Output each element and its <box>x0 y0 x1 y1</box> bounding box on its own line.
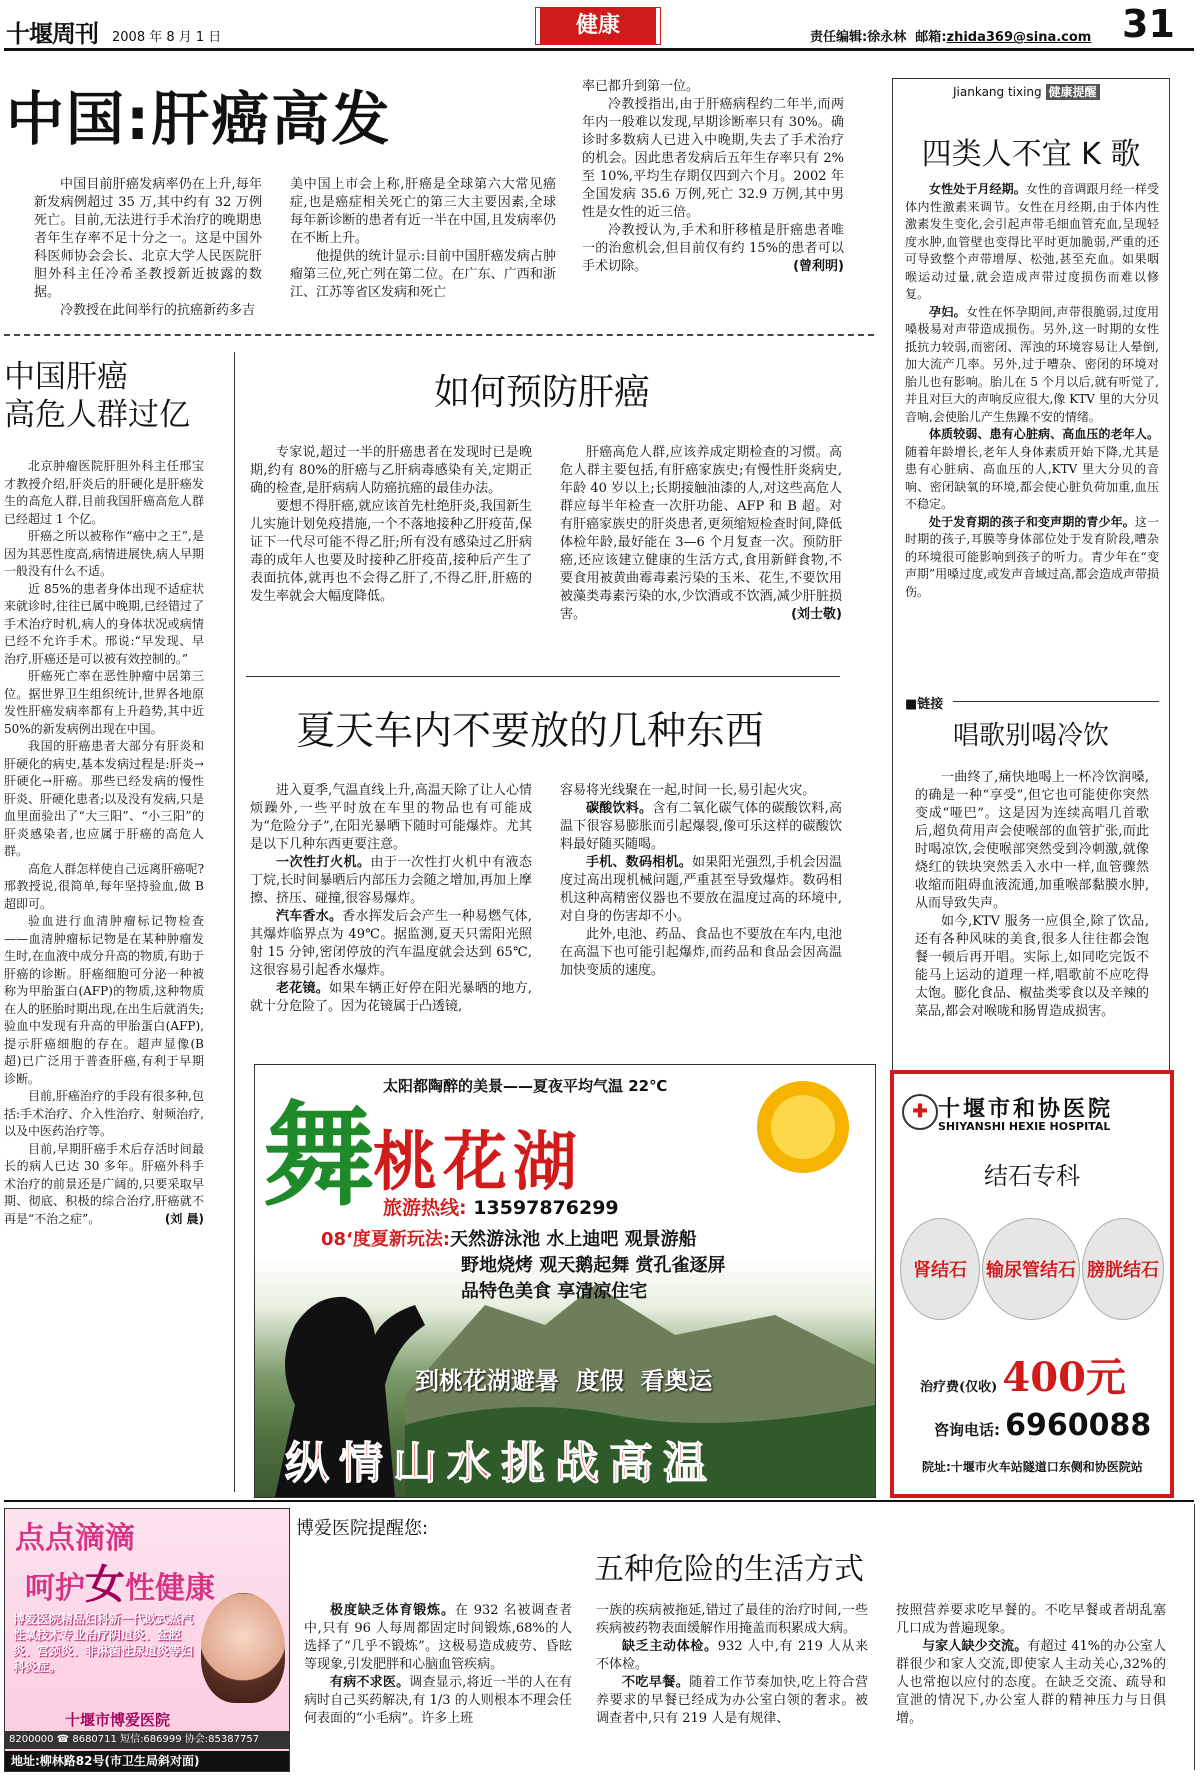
lake-promo-l1: 天然游泳池 水上迪吧 观景游船 <box>450 1229 697 1250</box>
car-col1-p3 <box>250 908 532 980</box>
highrisk-headline-l2: 高危人群过亿 <box>4 397 190 433</box>
car-col2-p3 <box>560 854 842 926</box>
page-number: 31 <box>1122 2 1175 46</box>
lifestyle-col-2 <box>596 1602 868 1728</box>
hexie-circle-2 <box>982 1218 1080 1320</box>
tip-sub-p2: 如今,KTV 服务一应俱全,除了饮品,还有各种风味的美食,很多人往往都会饱餐一顿后再开唱。实际上,如同吃完饭不能马上运动的道理一样,唱歌前不应吃得太饱。膨化食品、椒盐类零食以及辛辣的菜品,都会对喉咙和肠胃造成损害。 <box>915 914 1150 1019</box>
hexie-circle-2-text: 输尿管结石 <box>986 1260 1076 1281</box>
lead-col-3 <box>582 78 844 276</box>
highrisk-p5: 我国的肝癌患者大部分有肝炎和肝硬化的病史,基本发病过程是:肝炎→肝硬化→肝癌。那些已经发病的慢性肝炎、肝硬化患者;以及没有发病,只是血里面验出了“大三阳”、“小三阳”的肝炎感染者,也应属于肝癌的高危人群。 <box>4 739 204 858</box>
lake-bottom-slogan: 纵情山水挑战高温 <box>285 1438 717 1489</box>
lifestyle-col2-p3-bold: 不吃早餐。 <box>622 1675 690 1690</box>
prevent-col2-p1-text: 肝癌高危人群,应该养成定期检查的习惯。高危人群主要包括,有肝癌家族史;有慢性肝炎病史,年龄 40 岁以上;长期接触油漆的人,对这些高危人群应每半年检查一次肝功能、AFP 和 B 超。对有肝癌家族史的肝炎患者,更须缩短检查时间,降低体检年龄,最好能在 3—6 个月复查一次。预防肝癌,还应该建立健康的生活方式,食用新鲜食物,不要食用被黄曲霉毒素污染的玉米、花生,不要饮用被藻类毒素污染的水,少饮酒或不饮酒,减少肝脏损害。 <box>560 445 842 622</box>
highrisk-p3: 近 85%的患者身体出现不适症状来就诊时,往往已属中晚期,已经错过了手术治疗时机,病人的身体状况或病情已经不允许手术。邢说:“早发现、早治疗,肝癌还是可以被有效控制的。” <box>4 581 204 666</box>
tip-p2-bold: 孕妇。 <box>929 304 967 319</box>
car-col2-p4 <box>560 926 842 980</box>
highrisk-p7: 验血进行血清肿瘤标记物检查——血清肿瘤标记物是在某种肿瘤发生时,在血液中成分升高的物质,有助于肝癌的诊断。肝癌细胞可分泌一种被称为甲胎蛋白(AFP)的物质,这种物质在人的胚胎时期出现,在出生后就消失;验血中发现有升高的甲胎蛋白(AFP),提示肝癌细胞的存在。超声显像(B 超)已广泛用于普查肝癌,有利于早期诊断。 <box>4 914 204 1086</box>
tip-p4-bold: 处于发育期的孩子和变声期的青少年。 <box>929 514 1135 529</box>
car-col1-p2 <box>250 854 532 908</box>
car-col1-p2-text: 由于一次性打火机中有液态丁烷,长时间暴晒后内部压力会随之增加,再加上摩擦、挤压、碰撞,很容易爆炸。 <box>250 855 532 906</box>
prevent-col2-p1 <box>560 444 842 624</box>
lake-hotline-label: 旅游热线: <box>383 1197 467 1219</box>
car-col1-p1 <box>250 782 532 854</box>
tip-p4-text: 这一时期的孩子,耳膜等身体部位处于发育阶段,嘈杂的环境很可能影响到孩子的听力。青少年在“变声期”用嗓过度,或发声音域过高,都会造成声带损伤。 <box>905 514 1159 599</box>
lead-signature: (曾利明) <box>793 259 844 274</box>
lead-col1-p2: 冷教授在此间举行的抗癌新药多吉 <box>60 303 256 318</box>
hexie-phone-label: 咨询电话: <box>934 1421 1000 1439</box>
lifestyle-col2-p3-text: 随着工作节奏加快,吃上符合营养要求的早餐已经成为办公室白领的奢求。被调查者中,只有 219 人是有规律、 <box>596 1675 868 1726</box>
tip-p2-text: 女性在怀孕期间,声带很脆弱,过度用嗓极易对声带造成损伤。另外,这一时期的女性抵抗力较弱,而密闭、浑浊的环境容易让人晕倒,加大流产几率。另外,过于嘈杂、密闭的环境对胎儿也有影响。胎儿在 5 个月以后,就有听觉了,并且对巨大的声响反应很大,像 KTV 里的大分贝音响,会使胎儿产生焦躁不安的情绪。 <box>905 304 1159 424</box>
prevent-divider <box>246 676 840 677</box>
boai-slogan-1: 呵 <box>25 1571 55 1606</box>
lifestyle-col2-p1 <box>596 1602 868 1638</box>
lake-slogan-3: 看奥运 <box>640 1367 713 1395</box>
car-col2-p4-text: 此外,电池、药品、食品也不要放在车内,电池在高温下也可能引起爆炸,而药品和食品会因高温加快变质的速度。 <box>560 927 842 978</box>
lifestyle-col-3 <box>896 1602 1166 1728</box>
lifestyle-col3-p2-bold: 与家人缺少交流。 <box>922 1639 1028 1654</box>
lake-promo-l3: 品特色美食 享清凉住宅 <box>461 1281 648 1302</box>
lifestyle-col-1 <box>304 1602 572 1728</box>
car-col2-p1-text: 容易将光线聚在一起,时间一长,易引起火灾。 <box>560 783 816 798</box>
hexie-specialty: 结石专科 <box>984 1162 1080 1190</box>
prevent-signature: (刘士敬) <box>791 607 842 622</box>
highrisk-p4: 肝癌死亡率在恶性肿瘤中居第三位。据世界卫生组织统计,世界各地原发性肝癌发病率都有上升趋势,其中近 50%的新发病例出现在中国。 <box>4 669 204 736</box>
editor-name: 徐永林 <box>867 30 907 45</box>
lead-col2-p2: 他提供的统计显示:目前中国肝癌发病占肿瘤第三位,死亡列在第二位。在广东、广西和浙江、江苏等省区发病和死亡 <box>290 249 556 300</box>
lake-name: 桃花湖 <box>373 1125 583 1200</box>
prevent-col1-p2: 要想不得肝癌,就应该首先杜绝肝炎,我国新生儿实施计划免疫措施,一个不落地接种乙肝疫苗,保证下一代尽可能不得乙肝;所有没有感染过乙肝病毒的成年人也要及时接种乙肝疫苗,接种后产生了表面抗体,就再也不会得乙肝了,不得乙肝,肝癌的发生率就会大幅度降低。 <box>250 499 532 604</box>
ad-boai-hospital[interactable] <box>4 1508 290 1772</box>
lead-col3-p1: 率已都升到第一位。 <box>582 79 700 94</box>
prevent-col-1 <box>250 444 532 606</box>
left-column-rule <box>234 352 235 1492</box>
prevent-headline: 如何预防肝癌 <box>434 372 651 413</box>
boai-slogan-4: 性 <box>125 1571 155 1606</box>
hexie-name: 十堰市和协医院 <box>938 1097 1114 1122</box>
lake-slogan-2: 度假 <box>575 1367 624 1395</box>
hexie-fee-value: 400元 <box>1002 1354 1126 1401</box>
lifestyle-col1-p1 <box>304 1602 572 1674</box>
boai-woman-figure <box>201 1593 285 1703</box>
boai-name: 十堰市博爱医院 <box>65 1711 171 1729</box>
lifestyle-kicker: 博爱医院提醒您: <box>296 1518 429 1539</box>
tip-body <box>905 181 1159 601</box>
section-label <box>536 8 660 44</box>
tip-p4 <box>905 514 1159 602</box>
lake-promo-label: 08‘度夏新玩法: <box>321 1229 451 1250</box>
editor-label: 责任编辑 <box>810 30 863 45</box>
lifestyle-right-rule <box>1194 1504 1195 1770</box>
lead-divider <box>4 334 874 336</box>
issue-date: 2008 年 8 月 1 日 <box>112 30 222 45</box>
highrisk-p9 <box>4 1141 204 1229</box>
tip-headline: 四类人不宜 K 歌 <box>921 137 1141 172</box>
car-col1-p3-text: 香水挥发后会产生一种易燃气体,其爆炸临界点为 49℃。据监测,夏天只需阳光照射 15 分钟,密闭停放的汽车温度就会达到 65℃,这很容易引起香水爆炸。 <box>250 909 532 978</box>
lead-col2-p1: 美中国上市会上称,肝癌是全球第六大常见癌症,也是癌症相关死亡的第三大主要因素,全球每年新诊断的患者有近一半在中国,且发病率仍在不断上升。 <box>290 177 556 246</box>
tip-p1-text: 女性的音调跟月经一样受体内性激素来调节。女性在月经期,由于体内性激素发生变化,会引起声带毛细血管充血,呈现轻度水肿,血管壁也变得比平时更加脆弱,严重的还可导致整个声带增厚、松弛,甚至充血。如果咽喉运动过量,就会造成声带过度损伤而难以修复。 <box>905 182 1159 301</box>
boai-slogan-2: 护 <box>55 1571 85 1606</box>
boai-phones: 8200000 ☎ 8680711 短信:686999 协会:85387757 <box>5 1731 290 1749</box>
lifestyle-col1-p2 <box>304 1674 572 1728</box>
lifestyle-col1-p1-bold: 极度缺乏体育锻炼。 <box>330 1603 455 1618</box>
highrisk-p1: 北京肿瘤医院肝胆外科主任邢宝才教授介绍,肝炎后的肝硬化是肝癌发生的高危人群,目前我国肝癌高危人群已经超过 1 个亿。 <box>4 459 204 526</box>
lead-headline: 中国:肝癌高发 <box>6 85 392 153</box>
hexie-circle-3 <box>1082 1218 1164 1320</box>
lifestyle-col3-p1-text: 按照营养要求吃早餐的。不吃早餐或者胡乱塞几口成为普遍现象。 <box>896 1603 1166 1636</box>
lifestyle-col2-p1-text: 一族的疾病被拖延,错过了最佳的治疗时间,一些疾病被药物表面缓解作用掩盖而积累成大病。 <box>596 1603 868 1636</box>
lifestyle-col1-p2-bold: 有病不求医。 <box>330 1675 410 1690</box>
tip-p2 <box>905 304 1159 427</box>
boai-slogan-6: 康 <box>185 1571 215 1606</box>
hexie-circle-1-text: 肾结石 <box>913 1260 967 1281</box>
car-col2-p3-text: 如果阳光强烈,手机会因温度过高出现机械问题,严重甚至导致爆炸。数码相机这种高精密仪器也不要放在温度过高的环境中,对自身的伤害却不小。 <box>560 855 842 924</box>
car-col2-p3-bold: 手机、数码相机。 <box>586 855 693 870</box>
tip-tag-pinyin: Jiankang tixing <box>953 85 1042 99</box>
lake-promo <box>321 1227 726 1305</box>
car-col1-p1-text: 进入夏季,气温直线上升,高温天除了让人心情烦躁外,一些平时放在车里的物品也有可能成为“危险分子”,在阳光暴晒下随时可能爆炸。尤其是以下几种东西更要注意。 <box>250 783 532 852</box>
tip-sub-p1: 一曲终了,痛快地喝上一杯冷饮润嗓,的确是一种“享受”,但它也可能使你突然变成“哑巴”。这是因为连续高唱几首歌后,超负荷用声会使喉部的血管扩张,而此时喝凉饮,会使喉部突然受到冷刺激,就像烧红的铁块突然丢入水中一样,血管骤然收缩而阻碍血液流通,加重喉部黏膜水肿,从而导致失声。 <box>915 770 1149 911</box>
editor-line: 责任编辑:徐永林 邮箱:zhida369@sina.com <box>810 30 1092 45</box>
hexie-circle-3-text: 膀胱结石 <box>1087 1260 1159 1281</box>
tip-box <box>892 78 1170 1080</box>
lead-col1-p1: 中国目前肝癌发病率仍在上升,每年新发病例超过 35 万,其中约有 32 万例死亡。目前,无法进行手术治疗的晚期患者年生存率不足十分之一。这是中国外科医师协会会长、北京大学人民医院肝胆外科主任冷希圣教授新近披露的数据。 <box>34 177 262 300</box>
car-col1-p4-text: 如果车辆正好停在阳光暴晒的地方,就十分危险了。因为花镜属于凸透镜, <box>250 981 532 1014</box>
highrisk-headline-l1: 中国肝癌 <box>4 359 128 395</box>
hexie-phone <box>934 1408 1151 1443</box>
lifestyle-col3-p2-text: 有超过 41%的办公室人群很少和家人交流,即使家人主动关心,32%的人也常抱以应付的态度。在缺乏交流、疏导和宣泄的情况下,办公室人群的精神压力与日俱增。 <box>896 1639 1166 1726</box>
boai-desc: 博爱医院精品妇科新一代欧式蒸汽性氧技术专业治疗阴道炎、盆腔炎、宫颈炎、非淋菌性尿道炎等妇科炎症。 <box>13 1612 194 1674</box>
hexie-logo-icon: ✚ <box>902 1094 938 1130</box>
car-col1-p3-bold: 汽车香水。 <box>276 909 343 924</box>
section-text: 健康 <box>575 13 620 38</box>
hexie-name-en: SHIYANSHI HEXIE HOSPITAL <box>938 1120 1111 1133</box>
car-col2-p2 <box>560 800 842 854</box>
tip-tag <box>953 83 1100 100</box>
car-col2-p1 <box>560 782 842 800</box>
lead-col-2 <box>290 176 556 302</box>
hexie-address: 院址:十堰市火车站隧道口东侧和协医院站 <box>922 1460 1143 1474</box>
lifestyle-col2-p2-text: 932 人中,有 219 人从来不体检。 <box>596 1639 868 1672</box>
boai-slogan-3: 女 <box>85 1562 125 1608</box>
highrisk-body <box>4 458 204 1228</box>
highrisk-p8: 目前,肝癌治疗的手段有很多种,包括:手术治疗、介入性治疗、射频治疗,以及中医药治疗等。 <box>4 1089 204 1138</box>
hexie-phone-number: 6960088 <box>1005 1408 1152 1443</box>
tip-p1 <box>905 181 1159 304</box>
lake-dance-char: 舞 <box>263 1092 375 1222</box>
lead-col3-p2: 冷教授指出,由于肝癌病程约二年半,而两年内一般难以发现,早期诊断率只有 30%。确诊时多数病人已进入中晚期,失去了手术治疗的机会。因此患者发病后五年生存率只有 2%至 10%,平均生存期仅四到六个月。2002 年全国发病 35.6 万例,死亡 32.9 万例,其中男性是女性的近三倍。 <box>582 97 844 220</box>
car-col2-p2-text: 含有二氧化碳气体的碳酸饮料,高温下很容易膨胀而引起爆裂,像可乐这样的碳酸饮料最好随买随喝。 <box>560 801 842 852</box>
lead-col-1 <box>34 176 262 320</box>
prevent-col1-p1: 专家说,超过一半的肝癌患者在发现时已是晚期,约有 80%的肝癌与乙肝病毒感染有关,定期正确的检查,是肝病病人防癌抗癌的最佳办法。 <box>250 445 532 496</box>
lifestyle-col1-p1-text: 在 932 名被调查者中,只有 96 人每周都固定时间锻炼,68%的人选择了“几乎不锻炼”。这极易造成疲劳、昏眩等现象,引发肥胖和心脑血管疾病。 <box>304 1603 572 1672</box>
car-col-2 <box>560 782 842 980</box>
highrisk-p2: 肝癌之所以被称作“癌中之王”,是因为其恶性度高,病情进展快,病人早期一般没有什么不适。 <box>4 529 204 578</box>
car-col2-p2-bold: 碳酸饮料。 <box>586 801 653 816</box>
lake-top-line: 太阳都陶醉的美景——夏夜平均气温 22℃ <box>383 1077 668 1095</box>
hexie-circles <box>900 1194 1164 1344</box>
tip-p3-text: 随着年龄增长,老年人身体素质开始下降,尤其是患有心脏病、高血压的人,KTV 里大分贝的音响、密闭缺氧的环境,都会使心脏负荷加重,血压不稳定。 <box>905 444 1159 511</box>
lifestyle-col2-p2-bold: 缺乏主动体检。 <box>622 1639 718 1654</box>
car-col1-p4 <box>250 980 532 1016</box>
boai-slogan-5: 健 <box>155 1571 185 1606</box>
email-label: 邮箱 <box>915 30 942 45</box>
lake-hotline <box>383 1193 619 1220</box>
sun-core <box>771 1095 835 1159</box>
tip-sub-body <box>915 769 1149 1021</box>
hexie-fee <box>920 1346 1126 1403</box>
lead-col3-p3 <box>582 222 844 276</box>
tip-link-label: ■链接 <box>905 697 944 712</box>
lake-slogans <box>415 1361 712 1396</box>
boai-slogan <box>25 1553 215 1610</box>
paper-name: 十堰周刊 <box>6 20 98 48</box>
car-headline: 夏天车内不要放的几种东西 <box>296 709 765 754</box>
highrisk-signature: (刘 晨) <box>164 1211 204 1226</box>
highrisk-headline <box>4 358 190 434</box>
lifestyle-col3-p1 <box>896 1602 1166 1638</box>
lifestyle-headline: 五种危险的生活方式 <box>594 1552 864 1587</box>
hexie-fee-label: 治疗费(仅收) <box>920 1380 998 1395</box>
lifestyle-col2-p3 <box>596 1674 868 1728</box>
boai-address: 地址:柳林路82号(市卫生局斜对面) <box>5 1751 290 1771</box>
lifestyle-col2-p2 <box>596 1638 868 1674</box>
tip-p3-bold: 体质较弱、患有心脏病、高血压的老年人。 <box>929 427 1159 441</box>
bottom-section-rule <box>4 1500 1194 1502</box>
lake-hotline-number: 13597876299 <box>473 1197 619 1219</box>
header-rule <box>4 48 1194 51</box>
tip-p3 <box>905 426 1159 514</box>
lead-col3-p3-text: 冷教授认为,手术和肝移植是肝癌患者唯一的治愈机会,但目前仅有约 15%的患者可以手术切除。 <box>582 223 844 274</box>
lifestyle-col3-p2 <box>896 1638 1166 1728</box>
tip-tag-label: 健康提醒 <box>1046 84 1100 100</box>
lake-slogan-1: 到桃花湖避暑 <box>415 1367 559 1395</box>
car-col1-p2-bold: 一次性打火机。 <box>276 855 371 870</box>
lake-promo-l2: 野地烧烤 观天鹅起舞 赏孔雀逐屏 <box>461 1255 726 1276</box>
car-col-1 <box>250 782 532 1016</box>
ad-hexie-hospital[interactable] <box>890 1070 1174 1498</box>
ad-taohua-lake[interactable] <box>254 1064 876 1498</box>
lifestyle-col1-p2-text: 调查显示,将近一半的人在有病时自己买药解决,有 1/3 的人则根本不理会任何表面的“小毛病”。许多上班 <box>304 1675 572 1726</box>
tip-p1-bold: 女性处于月经期。 <box>929 182 1026 196</box>
tip-sub-headline: 唱歌别喝冷饮 <box>952 721 1109 751</box>
tip-link-rule <box>953 701 1159 702</box>
boai-top: 点点滴滴 <box>15 1521 135 1556</box>
hexie-circle-1 <box>900 1218 980 1320</box>
highrisk-p9-text: 目前,早期肝癌手术后存活时间最长的病人已达 30 多年。肝癌外科手术治疗的前景还是广阔的,只要采取早期、彻底、积极的综合治疗,肝癌就不再是“不治之症”。 <box>4 1141 204 1226</box>
email-link[interactable]: zhida369@sina.com <box>946 30 1092 45</box>
car-col1-p4-bold: 老花镜。 <box>276 981 330 996</box>
prevent-col-2 <box>560 444 842 624</box>
highrisk-p6: 高危人群怎样使自己远离肝癌呢?邢教授说,很简单,每年坚持验血,做 B 超即可。 <box>4 861 204 911</box>
